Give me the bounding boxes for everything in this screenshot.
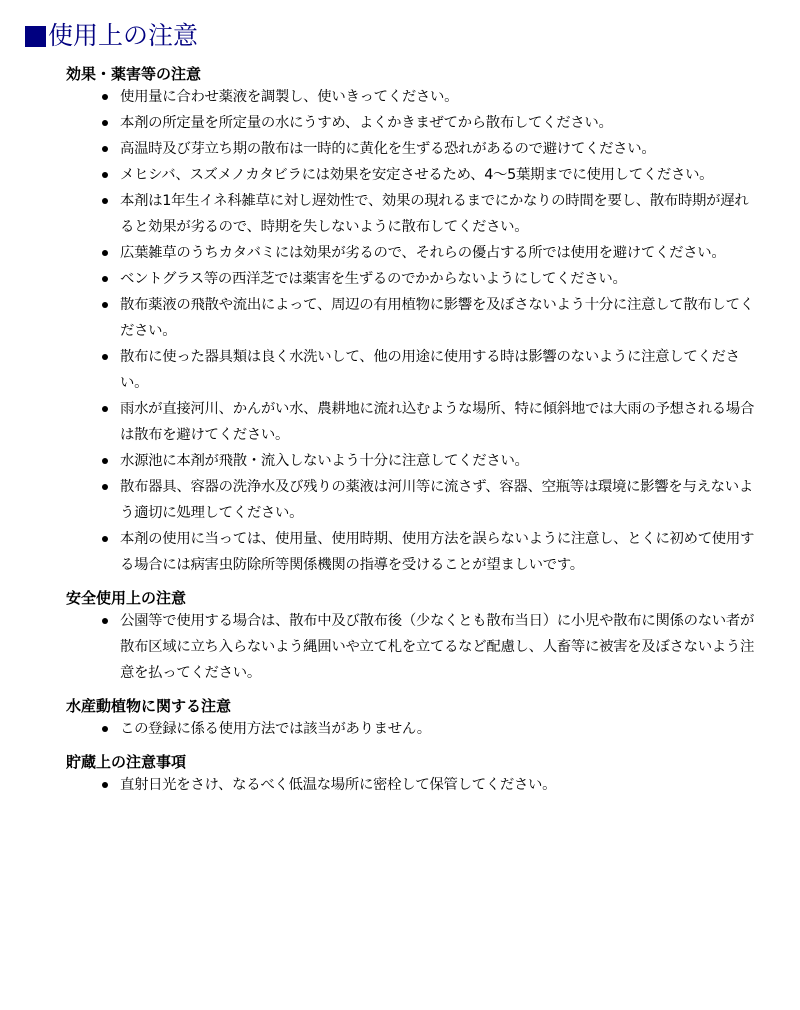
bullet-list xyxy=(66,608,800,686)
list-item: 広葉雑草のうちカタバミには効果が劣るので、それらの優占する所では使用を避けてください。 xyxy=(120,240,758,266)
bullet-dot-icon xyxy=(102,120,108,126)
bullet-dot-icon xyxy=(102,536,108,542)
section-aquatic-life xyxy=(66,696,800,742)
list-item: ベントグラス等の西洋芝では薬害を生ずるのでかからないようにしてください。 xyxy=(120,266,758,292)
bullet-dot-icon xyxy=(102,94,108,100)
page-title-text: 使用上の注意 xyxy=(48,21,199,50)
bullet-dot-icon xyxy=(102,458,108,464)
bullet-dot-icon xyxy=(102,618,108,624)
section-heading: 貯蔵上の注意事項 xyxy=(66,753,187,771)
bullet-dot-icon xyxy=(102,146,108,152)
bullet-dot-icon xyxy=(102,302,108,308)
list-item: 水源池に本剤が飛散・流入しないよう十分に注意してください。 xyxy=(120,448,758,474)
bullet-list xyxy=(66,716,800,742)
list-item: 直射日光をさけ、なるべく低温な場所に密栓して保管してください。 xyxy=(120,772,758,798)
section-heading: 効果・薬害等の注意 xyxy=(66,65,202,83)
list-item: 散布器具、容器の洗浄水及び残りの薬液は河川等に流さず、容器、空瓶等は環境に影響を与えないよう適切に処理してください。 xyxy=(120,474,758,526)
page-title xyxy=(25,18,800,54)
section-heading: 安全使用上の注意 xyxy=(66,589,187,607)
list-item: 高温時及び芽立ち期の散布は一時的に黄化を生ずる恐れがあるので避けてください。 xyxy=(120,136,758,162)
square-bullet-icon xyxy=(25,26,46,47)
list-item: 使用量に合わせ薬液を調製し、使いきってください。 xyxy=(120,84,758,110)
list-item: 散布薬液の飛散や流出によって、周辺の有用植物に影響を及ぼさないよう十分に注意して散布してください。 xyxy=(120,292,758,344)
section-safe-use xyxy=(66,588,800,686)
section-effects-phytotoxicity xyxy=(66,64,800,578)
bullet-dot-icon xyxy=(102,782,108,788)
list-item: 散布に使った器具類は良く水洗いして、他の用途に使用する時は影響のないように注意してください。 xyxy=(120,344,758,396)
list-item: 公園等で使用する場合は、散布中及び散布後（少なくとも散布当日）に小児や散布に関係のない者が散布区域に立ち入らないよう縄囲いや立て札を立てるなど配慮し、人畜等に被害を及ぼさないよう注意を払ってください。 xyxy=(120,608,758,686)
list-item: 本剤は1年生イネ科雑草に対し遅効性で、効果の現れるまでにかなりの時間を要し、散布時期が遅れると効果が劣るので、時期を失しないように散布してください。 xyxy=(120,188,758,240)
bullet-dot-icon xyxy=(102,250,108,256)
list-item: 本剤の所定量を所定量の水にうすめ、よくかきまぜてから散布してください。 xyxy=(120,110,758,136)
list-item: メヒシバ、スズメノカタビラには効果を安定させるため、4～5葉期までに使用してください。 xyxy=(120,162,758,188)
bullet-dot-icon xyxy=(102,198,108,204)
bullet-list xyxy=(66,84,800,578)
bullet-dot-icon xyxy=(102,172,108,178)
list-item: この登録に係る使用方法では該当がありません。 xyxy=(120,716,758,742)
bullet-dot-icon xyxy=(102,726,108,732)
bullet-list xyxy=(66,772,800,798)
list-item: 雨水が直接河川、かんがい水、農耕地に流れ込むような場所、特に傾斜地では大雨の予想される場合は散布を避けてください。 xyxy=(120,396,758,448)
bullet-dot-icon xyxy=(102,406,108,412)
section-storage xyxy=(66,752,800,798)
bullet-dot-icon xyxy=(102,354,108,360)
bullet-dot-icon xyxy=(102,276,108,282)
bullet-dot-icon xyxy=(102,484,108,490)
list-item: 本剤の使用に当っては、使用量、使用時期、使用方法を誤らないように注意し、とくに初めて使用する場合には病害虫防除所等関係機関の指導を受けることが望ましいです。 xyxy=(120,526,758,578)
section-heading: 水産動植物に関する注意 xyxy=(66,697,232,715)
